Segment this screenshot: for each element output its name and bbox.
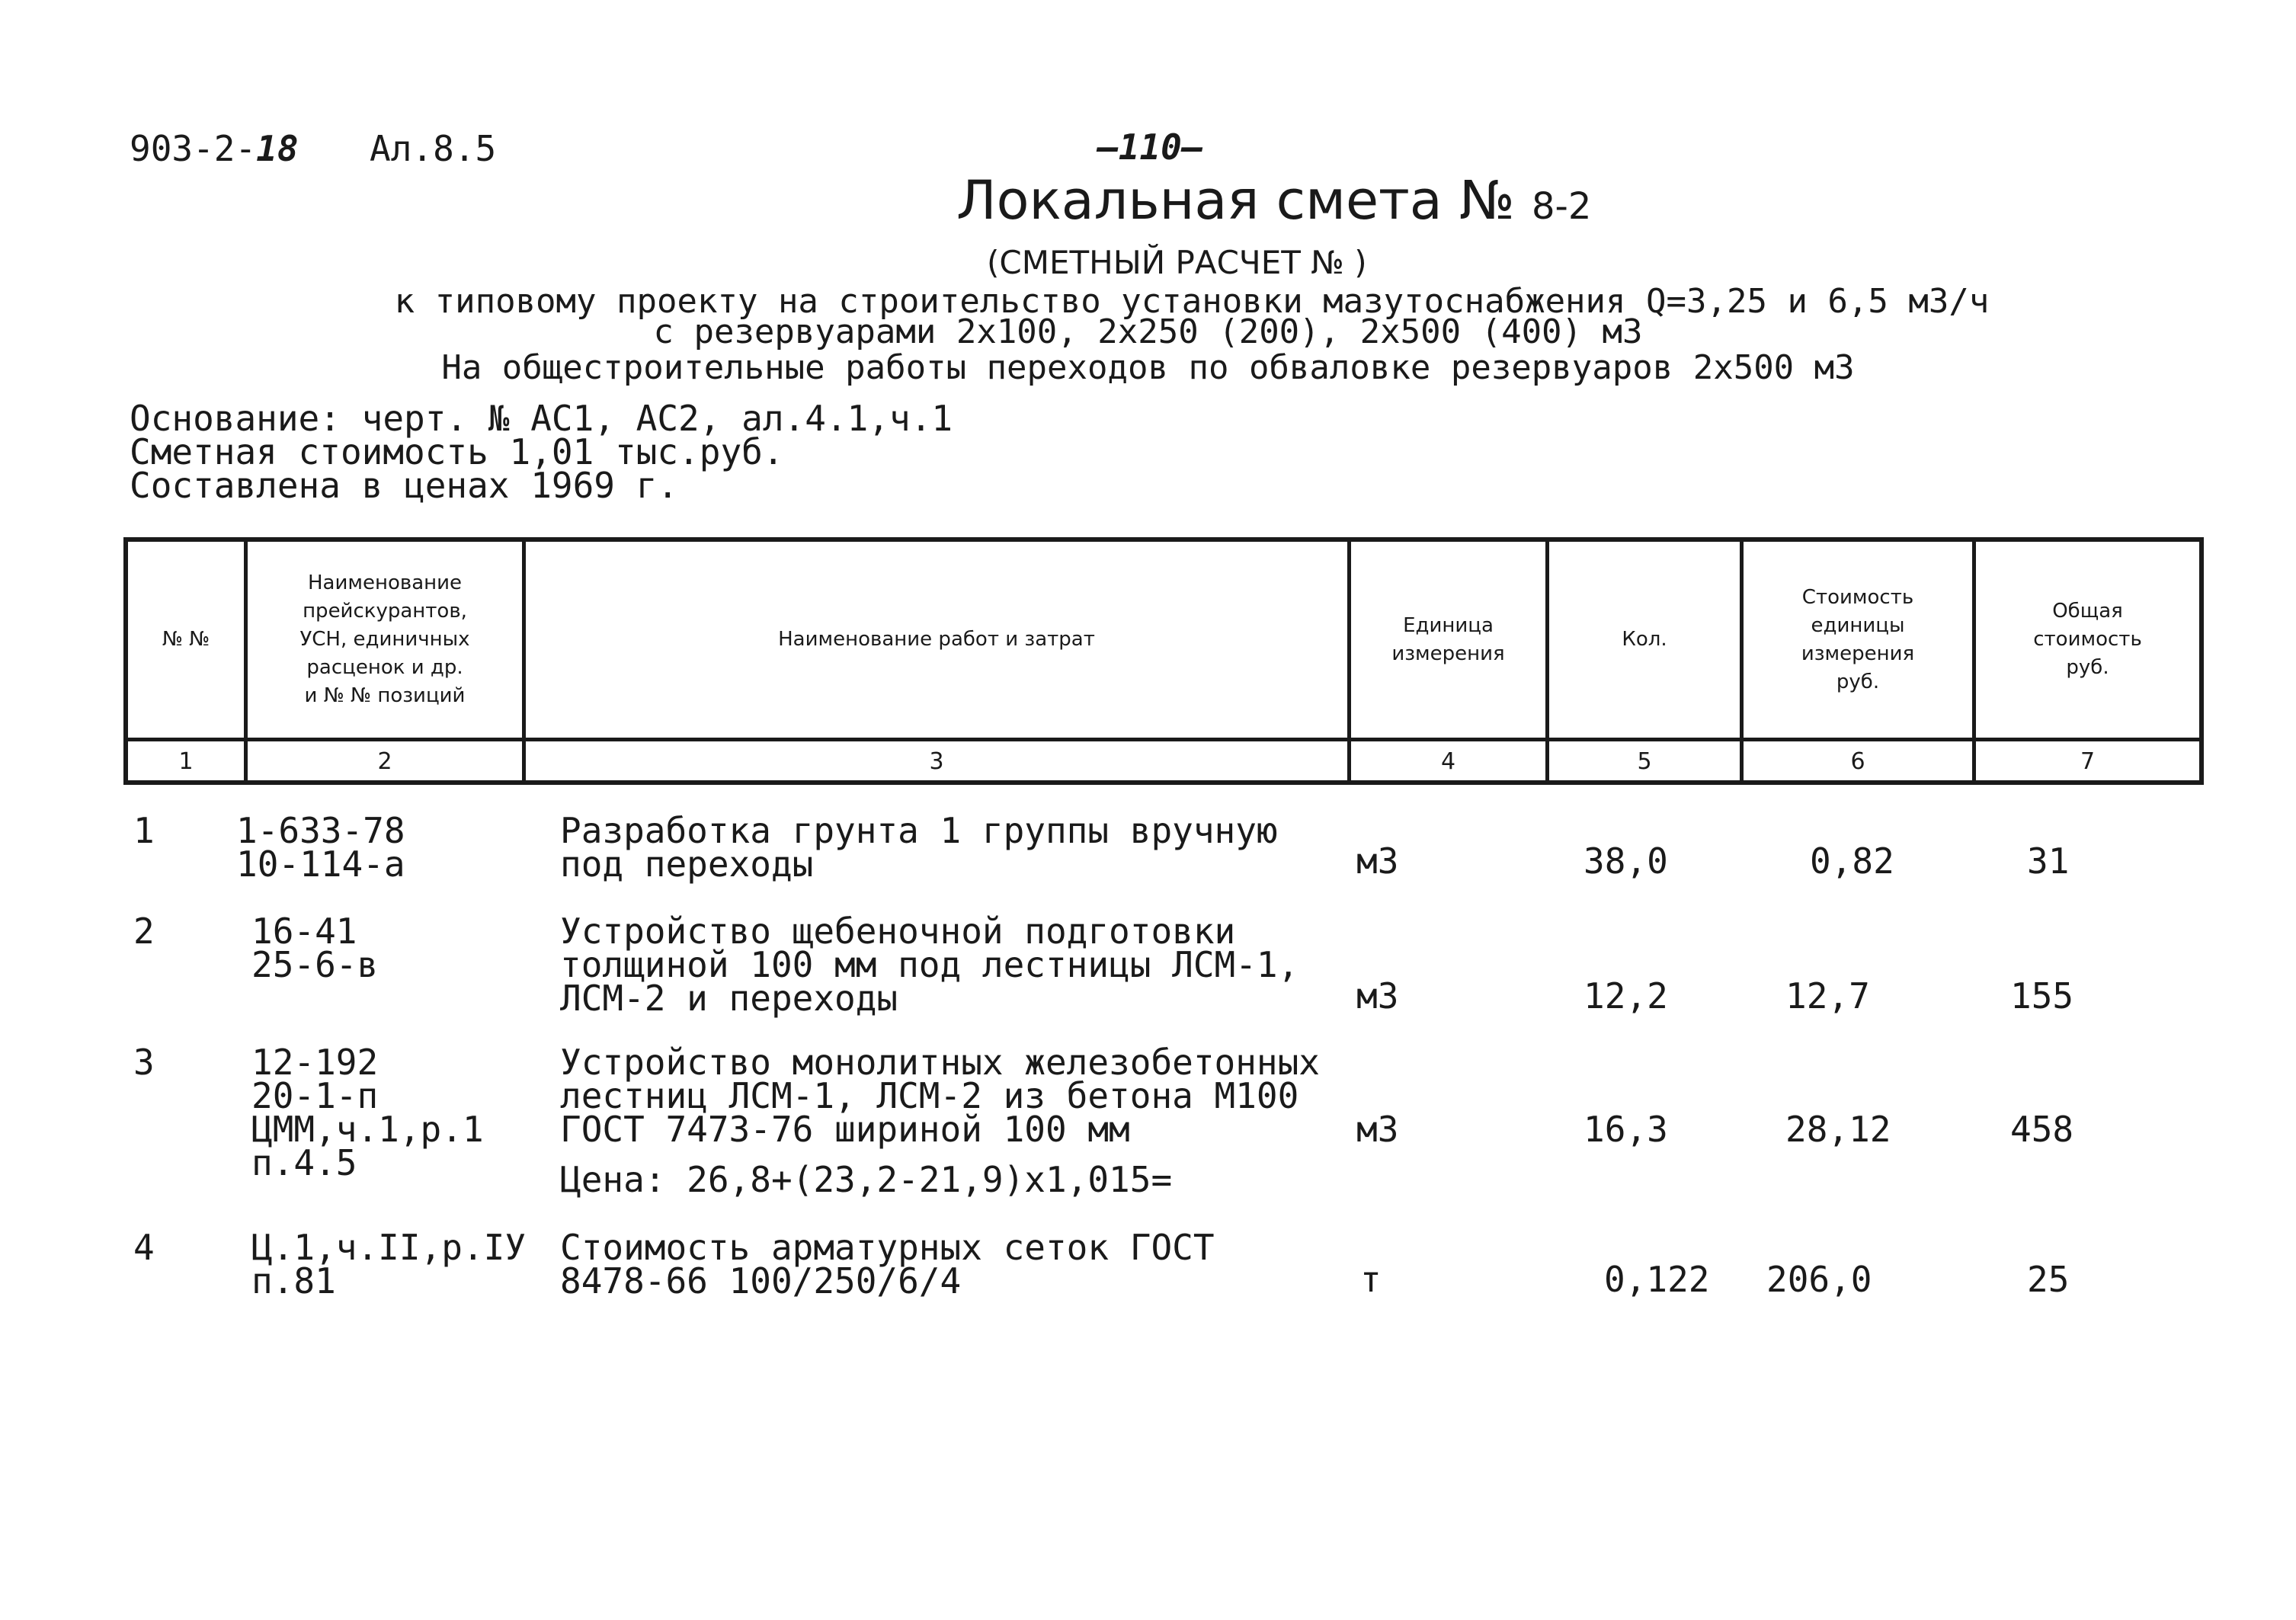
total-cost: 155 xyxy=(2010,975,2074,1017)
price-code: 12-192 20-1-п ЦММ,ч.1,р.1 п.4.5 xyxy=(251,1042,484,1183)
row-number: 3 xyxy=(133,1042,155,1083)
title-text: Локальная смета № xyxy=(956,169,1515,232)
unit: м3 xyxy=(1356,840,1399,882)
quantity: 16,3 xyxy=(1584,1109,1668,1150)
price-code: 16-41 25-6-в xyxy=(251,911,379,985)
quantity: 0,122 xyxy=(1604,1259,1710,1300)
document-code xyxy=(130,128,299,169)
column-number: 1 xyxy=(178,748,194,775)
unit: м3 xyxy=(1356,1109,1399,1150)
total-cost: 31 xyxy=(2027,840,2070,882)
price-level-line: Составлена в ценах 1969 г. xyxy=(130,465,679,506)
column-number: 5 xyxy=(1637,748,1652,775)
estimated-cost-line: Сметная стоимость 1,01 тыс.руб. xyxy=(130,431,784,472)
work-name: Устройство щебеночной подготовки толщиной 100 мм под лестницы ЛСМ-1, ЛСМ-2 и переходы xyxy=(560,911,1299,1019)
unit-price: 0,82 xyxy=(1810,840,1894,882)
row-number: 1 xyxy=(133,810,155,851)
column-header-work-name: Наименование работ и затрат xyxy=(778,628,1095,651)
work-name: Стоимость арматурных сеток ГОСТ 8478-66 100/250/6/4 xyxy=(560,1227,1215,1301)
row-number: 2 xyxy=(133,911,155,952)
column-header-unit-price: Стоимость единицы измерения руб. xyxy=(1801,585,1915,693)
column-header-number: № № xyxy=(162,628,210,651)
basis-line: Основание: черт. № АС1, АС2, ал.4.1,ч.1 xyxy=(130,398,953,439)
purpose-line-1: к типовому проекту на строительство установки мазутоснабжения Q=3,25 и 6,5 м3/ч xyxy=(394,282,1990,321)
work-name: Разработка грунта 1 группы вручную под переходы xyxy=(560,810,1278,885)
page-subtitle: (СМЕТНЫЙ РАСЧЕТ № ) xyxy=(987,244,1367,281)
column-header-unit: Единица измерения xyxy=(1391,613,1505,665)
column-number: 4 xyxy=(1440,748,1456,775)
purpose-line-2: с резервуарами 2х100, 2х250 (200), 2х500 (400) м3 xyxy=(653,312,1643,351)
column-header-price-code: Наименование прейскурантов, УСН, единичных расценок и др. и № № позиций xyxy=(299,571,470,707)
quantity: 12,2 xyxy=(1584,975,1668,1017)
column-number: 7 xyxy=(2080,748,2096,775)
column-number: 3 xyxy=(929,748,944,775)
unit-price: 206,0 xyxy=(1766,1259,1872,1300)
table-header xyxy=(123,537,2204,785)
total-cost: 25 xyxy=(2027,1259,2070,1300)
unit: м3 xyxy=(1356,975,1399,1017)
column-number: 2 xyxy=(377,748,392,775)
price-note: Цена: 26,8+(23,2-21,9)х1,015= xyxy=(560,1159,1173,1200)
quantity: 38,0 xyxy=(1584,840,1668,882)
work-name: Устройство монолитных железобетонных лестниц ЛСМ-1, ЛСМ-2 из бетона М100 ГОСТ 7473-76 шириной 100 мм xyxy=(560,1042,1320,1150)
document-code-handwritten: 18 xyxy=(256,128,299,169)
row-number: 4 xyxy=(133,1227,155,1268)
sheet-label: Ал.8.5 xyxy=(370,128,497,169)
price-code: 1-633-78 10-114-а xyxy=(236,810,405,885)
column-header-total: Общая стоимость руб. xyxy=(2033,600,2142,679)
unit-price: 28,12 xyxy=(1785,1109,1891,1150)
unit-price: 12,7 xyxy=(1785,975,1870,1017)
document-code-prefix: 903-2- xyxy=(130,128,257,169)
page-number: —110— xyxy=(1097,126,1203,168)
price-code: Ц.1,ч.II,р.IУ п.81 xyxy=(251,1227,527,1301)
column-number: 6 xyxy=(1850,748,1865,775)
total-cost: 458 xyxy=(2010,1109,2074,1150)
unit: т xyxy=(1360,1259,1382,1300)
column-header-quantity: Кол. xyxy=(1622,628,1667,651)
page-title xyxy=(956,169,1591,232)
purpose-line-3: На общестроительные работы переходов по обваловке резервуаров 2х500 м3 xyxy=(441,348,1855,387)
title-number: 8-2 xyxy=(1532,185,1592,228)
